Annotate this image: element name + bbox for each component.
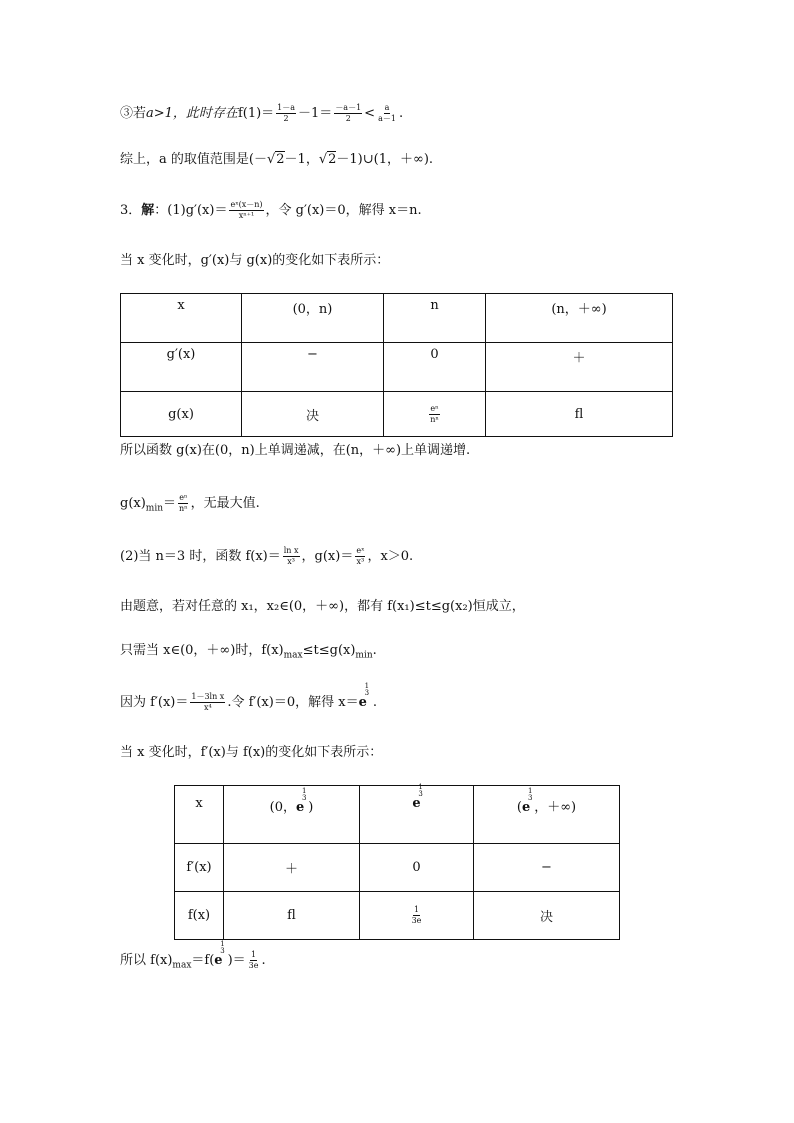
text: －1)∪(1，＋∞). — [336, 152, 434, 167]
fraction — [190, 692, 225, 713]
text: (0， — [269, 800, 296, 815]
numerator: ln x — [283, 546, 299, 555]
table-cell: fl — [486, 392, 673, 437]
e-power — [412, 783, 423, 811]
base: e — [358, 695, 367, 710]
denominator: 3 — [301, 794, 307, 802]
e-power — [358, 682, 370, 710]
exponent — [365, 683, 369, 697]
table-cell: ＋ — [486, 343, 673, 392]
text: ，g(x)＝ — [301, 549, 354, 564]
fraction — [355, 546, 365, 567]
numerator: 1 — [418, 783, 423, 791]
numerator: eˣ — [356, 546, 365, 555]
e-power — [521, 787, 533, 815]
numerator: －a－1 — [335, 103, 362, 112]
table-cell — [474, 786, 620, 844]
line-monotonic — [120, 441, 470, 461]
table-row — [175, 892, 620, 940]
base: e — [295, 800, 305, 815]
text: ( — [516, 800, 522, 815]
denominator: x⁴ — [203, 703, 212, 712]
line-conclusion — [120, 150, 433, 170]
table-cell: − — [242, 343, 384, 392]
table-cell: (n，＋∞) — [486, 294, 673, 343]
text: f(1)＝ — [237, 106, 275, 121]
table-cell: g′(x) — [121, 343, 242, 392]
table-row — [121, 392, 673, 437]
denominator: 3 — [364, 689, 370, 697]
table-cell: fl — [224, 892, 360, 940]
numerator: 1－3ln x — [191, 692, 225, 701]
text: g(x) — [120, 496, 146, 511]
numerator: 1 — [220, 940, 225, 948]
table-cell — [360, 783, 474, 844]
text: 当 x 变化时，f′(x)与 f(x)的变化如下表所示： — [120, 745, 383, 760]
exponent — [528, 788, 532, 802]
text: 当 x 变化时，g′(x)与 g(x)的变化如下表所示： — [120, 253, 390, 268]
table-cell — [360, 892, 474, 940]
line-problem3 — [120, 200, 422, 221]
base: e — [214, 953, 223, 968]
text: ，＋∞) — [534, 800, 577, 815]
denominator: 3 — [418, 790, 423, 798]
line-case3 — [120, 103, 403, 124]
numerator: 1 — [301, 787, 307, 795]
line-table1-intro — [120, 251, 389, 271]
fraction — [248, 950, 260, 971]
denominator: x³ — [356, 557, 365, 566]
line-derivative — [120, 682, 377, 713]
text: < — [364, 106, 376, 121]
table-cell: 决 — [242, 392, 384, 437]
text: 只需当 x∈(0，＋∞)时，f(x) — [120, 643, 284, 658]
numerator: eˣ(x－n) — [230, 200, 263, 209]
line-table2-intro — [120, 743, 382, 763]
table-f — [174, 785, 620, 940]
denominator: 3e — [411, 916, 422, 925]
numerator: 1－a — [277, 103, 296, 112]
text: ：(1)g′(x)＝ — [154, 203, 228, 218]
text: 由题意，若对任意的 x₁，x₂∈(0，＋∞)，都有 f(x₁)≤t≤g(x₂)恒成立， — [120, 599, 525, 614]
table-cell: 0 — [360, 844, 474, 892]
denominator: 3e — [248, 961, 259, 970]
text: . — [398, 106, 404, 121]
exponent — [220, 941, 224, 955]
table-cell: g(x) — [121, 392, 242, 437]
subscript: max — [172, 960, 192, 971]
table-row — [121, 343, 673, 392]
line-fmax — [120, 940, 266, 976]
table-cell: 0 — [384, 343, 486, 392]
fraction — [334, 103, 362, 124]
denominator: 3 — [527, 794, 533, 802]
numerator: a — [384, 103, 390, 112]
denominator: 3 — [220, 947, 225, 955]
numerator: 1 — [251, 950, 257, 959]
denominator: x³ — [287, 557, 295, 566]
table-cell — [224, 786, 360, 844]
denominator: 2 — [345, 114, 351, 123]
fraction — [429, 404, 440, 425]
fraction — [276, 103, 296, 124]
numerator: eⁿ — [430, 403, 439, 413]
table-cell: x — [121, 294, 242, 343]
base: e — [521, 800, 531, 815]
text: )＝ — [227, 953, 246, 968]
text: 综上，a 的取值范围是(－ — [120, 152, 267, 167]
text: 因为 f′(x)＝ — [120, 695, 189, 710]
table-cell: n — [384, 294, 486, 343]
table-cell: x — [175, 786, 224, 844]
text: ＝ — [163, 496, 177, 511]
sqrt-symbol: √ — [266, 152, 276, 167]
denominator: nⁿ — [179, 504, 188, 513]
exponent — [302, 788, 306, 802]
line-gmin — [120, 493, 260, 519]
table-cell: f(x) — [175, 892, 224, 940]
radicand: 2 — [276, 152, 285, 167]
line-condition — [120, 597, 525, 617]
question-number: 3． — [120, 203, 142, 218]
text: .令 f′(x)＝0，解得 x＝ — [227, 695, 359, 710]
text: (2)当 n＝3 时，函数 f(x)＝ — [120, 549, 281, 564]
text: 所以 f(x) — [120, 953, 173, 968]
e-power — [214, 940, 225, 968]
table-row — [175, 844, 620, 892]
line-part2 — [120, 546, 413, 567]
fraction — [411, 905, 423, 926]
text: 所以函数 g(x)在(0，n)上单调递减，在(n，＋∞)上单调递增. — [120, 443, 471, 458]
numerator: 1 — [364, 682, 370, 690]
table-row — [121, 294, 673, 343]
sqrt-symbol: √ — [318, 152, 328, 167]
text: a>1，此时存在 — [146, 106, 238, 121]
base: e — [412, 796, 421, 811]
text: －1＝ — [298, 106, 333, 121]
fraction — [229, 200, 263, 221]
table-g — [120, 293, 673, 437]
table-row — [175, 786, 620, 844]
e-power — [295, 787, 307, 815]
table-cell: − — [474, 844, 620, 892]
denominator: a－1 — [378, 114, 396, 123]
text: ＝f( — [191, 953, 215, 968]
text: . — [372, 695, 377, 710]
text: . — [372, 643, 377, 658]
solution-label: 解 — [141, 203, 155, 218]
radicand: 2 — [328, 152, 337, 167]
text: ，令 g′(x)＝0，解得 x＝n. — [265, 203, 422, 218]
numerator: eⁿ — [179, 493, 188, 502]
line-requirement — [120, 641, 377, 666]
fraction — [178, 493, 189, 514]
numerator: 1 — [527, 787, 533, 795]
denominator: xⁿ⁺¹ — [238, 211, 255, 220]
subscript: min — [355, 650, 373, 661]
text: ≤t≤g(x) — [302, 643, 356, 658]
table-cell: 决 — [474, 892, 620, 940]
denominator: nⁿ — [430, 414, 439, 424]
text: . — [261, 953, 266, 968]
table-cell: ＋ — [224, 844, 360, 892]
table-cell — [384, 392, 486, 437]
numerator: 1 — [413, 905, 420, 914]
fraction — [283, 546, 300, 567]
fraction — [377, 103, 397, 124]
text: ) — [308, 800, 314, 815]
text: ，无最大值. — [190, 496, 260, 511]
text: ，x＞0. — [367, 549, 414, 564]
text: ③若 — [120, 106, 147, 121]
table-cell: f′(x) — [175, 844, 224, 892]
denominator: 2 — [283, 114, 289, 123]
table-cell: (0，n) — [242, 294, 384, 343]
exponent — [418, 784, 422, 798]
text: －1， — [284, 152, 319, 167]
subscript: max — [283, 650, 303, 661]
subscript: min — [145, 503, 164, 514]
